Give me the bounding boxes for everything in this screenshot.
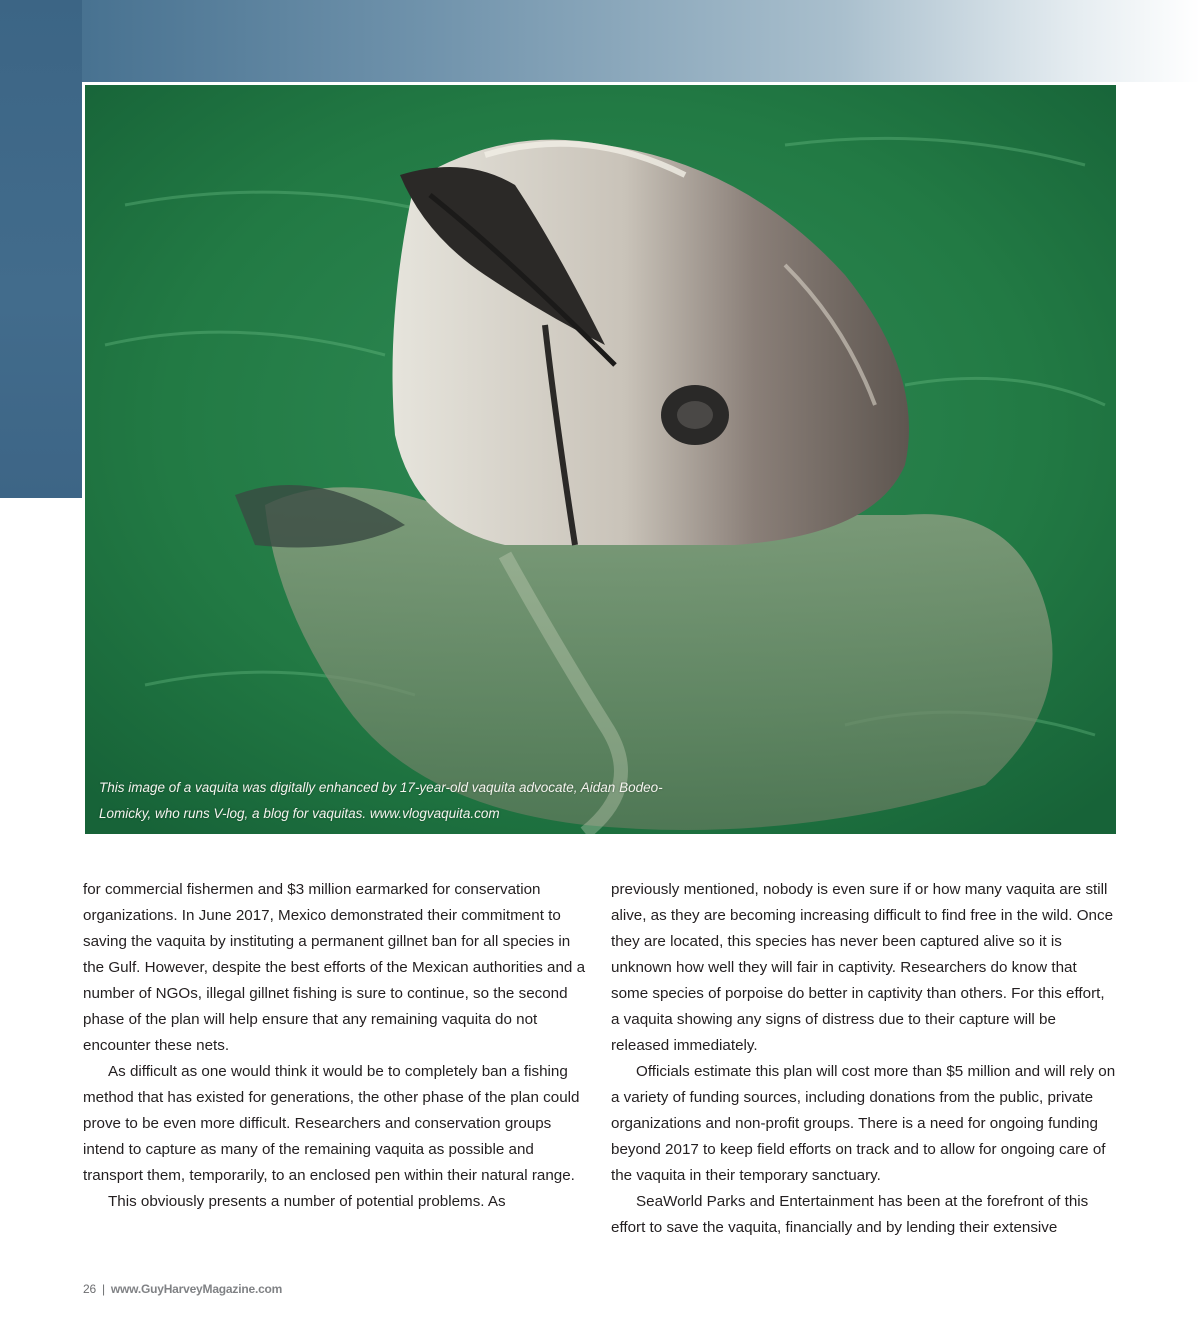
paragraph: Officials estimate this plan will cost more than $5 million and will rely on a variety of funding sources, including donations from the public, private organizations and non-profit groups. There is a need for ongoing funding beyond 2017 to keep field efforts on track and to allow for ongoing care of the vaquita in their temporary sanctuary. <box>611 1063 1116 1184</box>
article-left-column <box>83 877 589 1215</box>
vaquita-photo <box>82 82 1116 834</box>
paragraph: for commercial fishermen and $3 million earmarked for conservation organizations. In June 2017, Mexico demonstrated their commitment to saving the vaquita by instituting a permanent gillnet ban for all species in the Gulf. However, despite the best efforts of the Mexican authorities and a number of NGOs, illegal gillnet fishing is sure to continue, so the second phase of the plan will help ensure that any remaining vaquita do not encounter these nets. <box>83 881 586 1054</box>
side-color-band <box>0 0 82 498</box>
photo-caption <box>99 775 689 827</box>
caption-line-1: This image of a vaquita was digitally enhanced by 17-year-old vaquita advocate, Aidan Bodeo- <box>99 780 663 795</box>
website-link[interactable]: www.GuyHarveyMagazine.com <box>110 1282 283 1296</box>
page-number: 26 <box>83 1282 96 1296</box>
paragraph: As difficult as one would think it would be to completely ban a fishing method that has existed for generations, the other phase of the plan could prove to be even more difficult. Researchers and conservation groups intend to capture as many of the remaining vaquita as possible and transport them, temporarily, to an enclosed pen within their natural range. <box>83 1063 580 1184</box>
paragraph: This obviously presents a number of potential problems. As <box>108 1193 506 1210</box>
page-footer <box>83 1282 282 1296</box>
header-gradient-band <box>0 0 1200 82</box>
article-right-column <box>611 877 1117 1241</box>
vaquita-illustration <box>85 85 1116 834</box>
caption-line-2: Lomicky, who runs V-log, a blog for vaquitas. www.vlogvaquita.com <box>99 806 500 821</box>
paragraph: previously mentioned, nobody is even sure if or how many vaquita are still alive, as they are becoming increasing difficult to find free in the wild. Once they are located, this species has never been captured alive so it is unknown how well they will fair in captivity. Researchers do know that some species of porpoise do better in captivity than others. For this effort, a vaquita showing any signs of distress due to their capture will be released immediately. <box>611 881 1114 1054</box>
paragraph: SeaWorld Parks and Entertainment has been at the forefront of this effort to save the vaquita, financially and by lending their extensive <box>611 1193 1089 1236</box>
footer-separator: | <box>101 1282 105 1296</box>
